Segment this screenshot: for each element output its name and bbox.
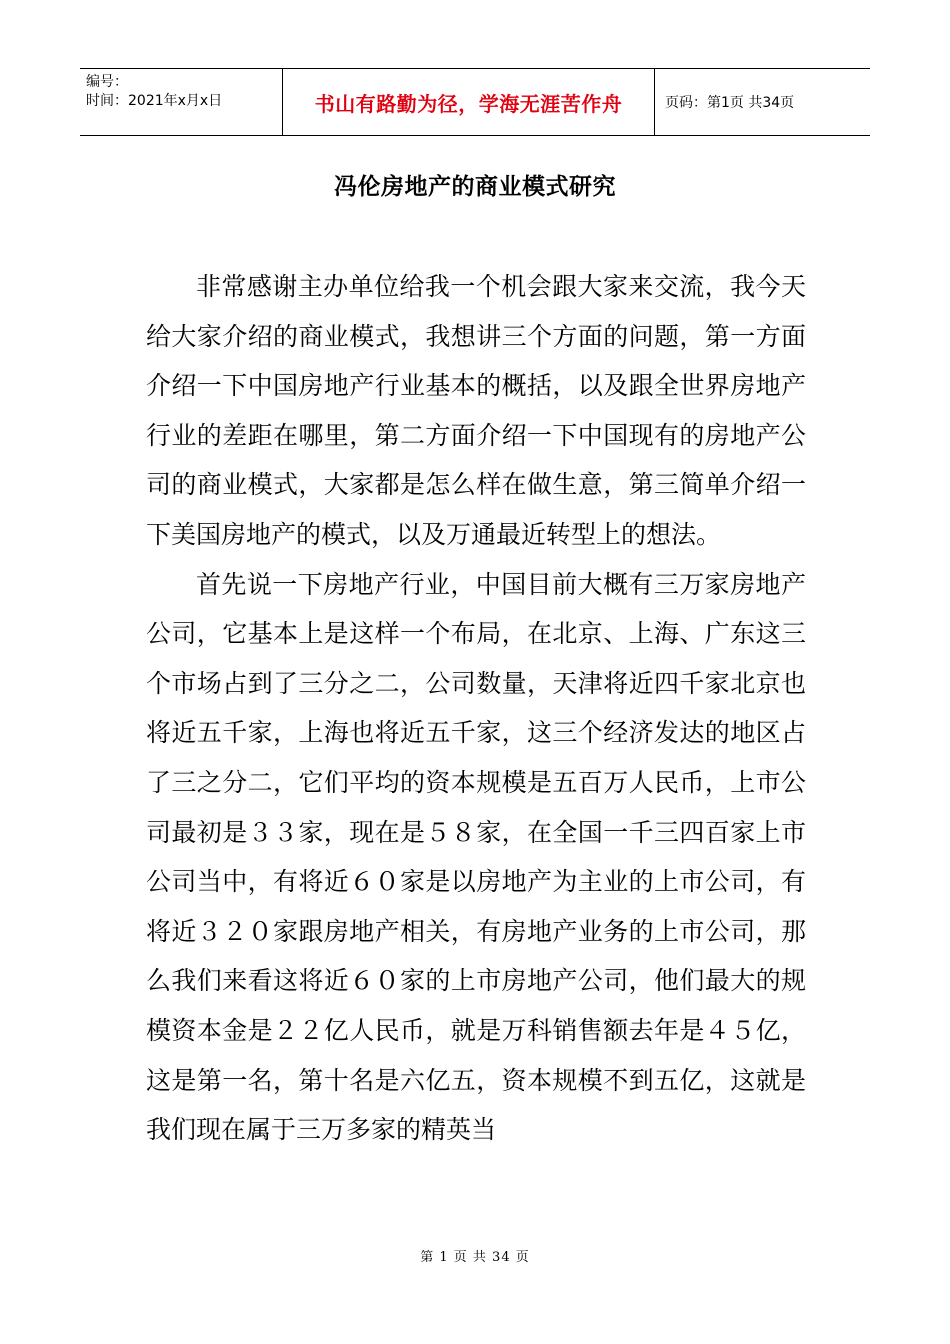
paragraph: 非常感谢主办单位给我一个机会跟大家来交流，我今天给大家介绍的商业模式，我想讲三个方面的问题，第一方面介绍一下中国房地产行业基本的概括，以及跟全世界房地产行业的差距在哪里，第二方面介绍一下中国现有的房地产公司的商业模式，大家都是怎么样在做生意，第三简单介绍一下美国房地产的模式，以及万通最近转型上的想法。	[146, 272, 806, 549]
document-number-label: 编号：	[86, 74, 128, 90]
document-title: 冯伦房地产的商业模式研究	[334, 174, 616, 200]
header-page-info: 页码：第1页 共34页	[665, 95, 795, 111]
document-date-label: 时间：2021年x月x日	[86, 93, 223, 109]
header-meta	[80, 69, 283, 135]
page-footer: 第 1 页 共 34 页	[420, 1250, 530, 1265]
header-motto: 书山有路勤为径，学海无涯苦作舟	[283, 69, 655, 135]
page-header	[80, 68, 870, 136]
paragraph: 首先说一下房地产行业，中国目前大概有三万家房地产公司，它基本上是这样一个布局，在北京、上海、广东这三个市场占到了三分之二，公司数量，天津将近四千家北京也将近五千家，上海也将近五千家，这三个经济发达的地区占了三之分二，它们平均的资本规模是五百万人民币，上市公司最初是３３家，现在是５８家，在全国一千三四百家上市公司当中，有将近６０家是以房地产为主业的上市公司，有将近３２０家跟房地产相关，有房地产业务的上市公司，那么我们来看这将近６０家的上市房地产公司，他们最大的规模资本金是２２亿人民币，就是万科销售额去年是４５亿，这是第一名，第十名是六亿五，资本规模不到五亿，这就是我们现在属于三万多家的精英当	[146, 569, 806, 1145]
document-body	[146, 262, 806, 1155]
